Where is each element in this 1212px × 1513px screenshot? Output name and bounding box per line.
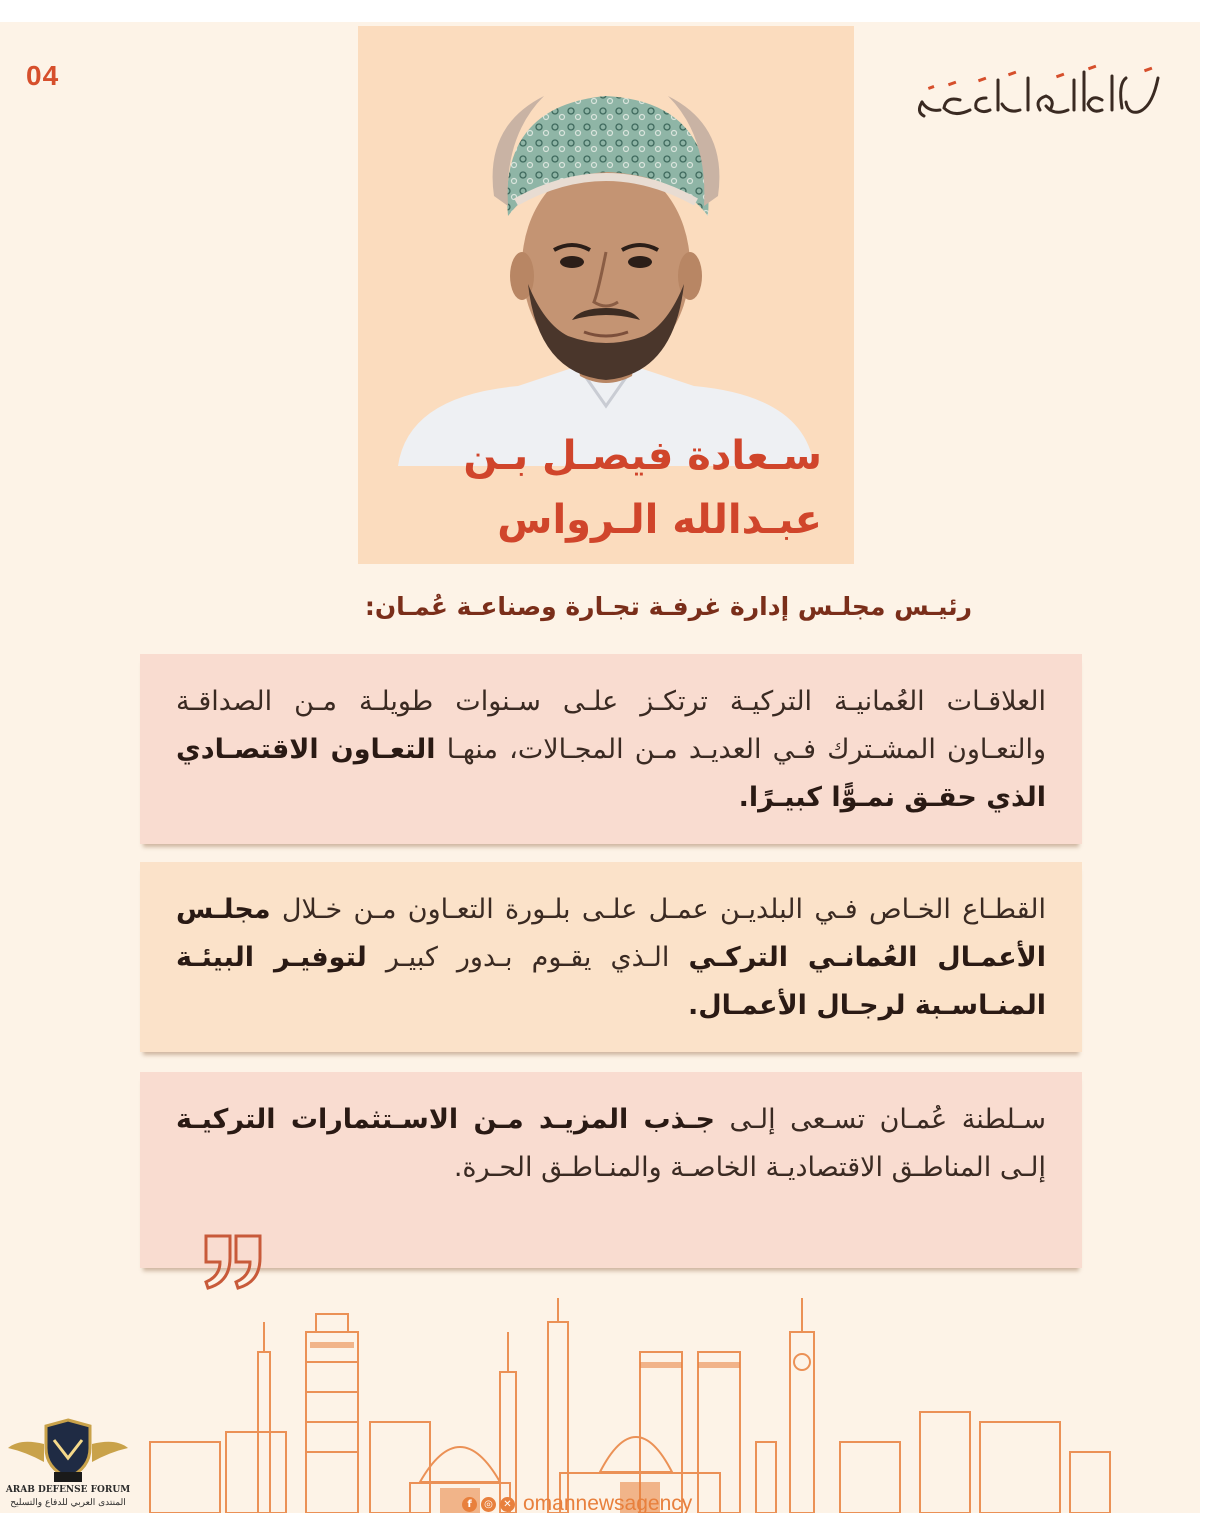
person-name: سـعادة فيصـل بـن عبـدالله الـرواس <box>463 433 822 543</box>
quote-box-1 <box>140 654 1082 844</box>
portrait-image <box>358 26 854 466</box>
facebook-icon[interactable]: f <box>462 1497 477 1512</box>
quote-text-2 <box>140 862 1082 1030</box>
forum-name-english: ARAB DEFENSE FORUM <box>5 1485 131 1495</box>
quote-text-3 <box>140 1072 1082 1192</box>
poster <box>0 22 1200 1513</box>
quote-box-3 <box>140 1072 1082 1268</box>
social-bar <box>462 1492 692 1513</box>
city-skyline-illustration <box>0 1292 1200 1513</box>
quote-3-bold-1: جـذب المزيـد مـن الاسـتثمارات التركيـة <box>176 1104 715 1135</box>
quote-2-normal-1: القطـاع الخـاص فـي البلديـن عمـل علـى بلـورة التعـاون مـن خـلال <box>270 894 1046 925</box>
quote-1-normal: العلاقـات العُمانيـة التركيـة ترتكـز علـى سـنوات طويلـة مـن الصداقـة والتعـاون المشـترك فـي العديـد مـن المجـالات، منهـا <box>176 686 1046 765</box>
page-number: 04 <box>26 60 60 91</box>
quote-3-normal-2: إلـى المناطـق الاقتصاديـة الخاصـة والمنـاطـق الحـرة. <box>453 1152 1046 1183</box>
instagram-icon[interactable]: ◎ <box>481 1497 496 1512</box>
quote-text-1 <box>140 654 1082 822</box>
oman-news-agency-logo <box>908 58 1168 128</box>
social-handle[interactable]: omannewsagency <box>523 1492 693 1513</box>
person-title: رئيـس مجلـس إدارة غرفـة تجـارة وصناعـة عُمـان: <box>364 592 972 621</box>
x-icon[interactable]: ✕ <box>500 1497 515 1512</box>
quote-box-2 <box>140 862 1082 1052</box>
quote-2-bold-1: مجلـس الأعمـال العُمانـي التركـي <box>176 894 1046 973</box>
quote-2-bold-2: لتوفيـر البيئـة المنـاسـبة لرجـال الأعمـال. <box>176 942 1046 1021</box>
quote-2-normal-2: الـذي يقـوم بـدور كبيـر <box>366 942 689 973</box>
quote-3-normal-1: سـلطنة عُمـان تسـعى إلـى <box>714 1104 1046 1135</box>
photo-panel <box>358 26 854 564</box>
forum-name-arabic: المنتدى العربي للدفاع والتسليح <box>10 1498 126 1508</box>
closing-quote-icon <box>200 1230 266 1294</box>
quote-1-bold: التعـاون الاقتصـادي الذي حقـق نمـوًّا كبيـرًا. <box>176 734 1046 813</box>
